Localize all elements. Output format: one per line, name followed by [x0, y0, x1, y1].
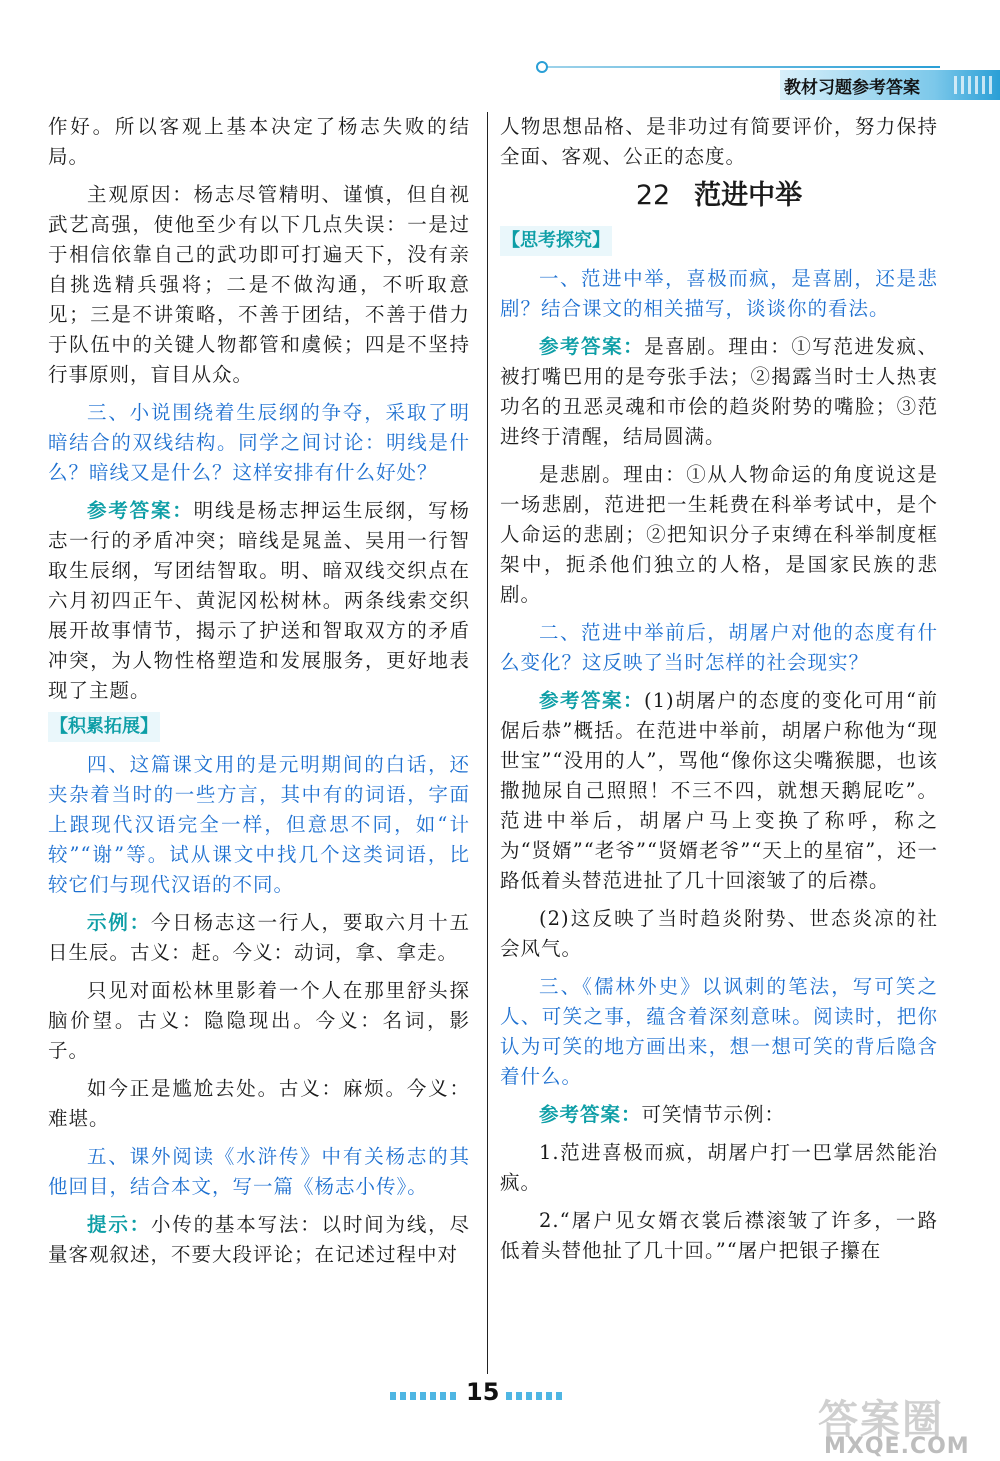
answer-label: 参考答案： [539, 1103, 642, 1126]
answer-1 [500, 332, 938, 452]
answer-2b: (2)这反映了当时趋炎附势、世态炎凉的社会风气。 [500, 907, 938, 960]
question-3: 三、小说围绕着生辰纲的争夺，采取了明暗结合的双线结构。同学之间讨论：明线是什么？暗线又是什么？这样安排有什么好处？ [48, 401, 470, 484]
paragraph-subjective-reasons: 主观原因：杨志尽管精明、谨慎，但自视武艺高强，使他至少有以下几点失误：一是过于相信依靠自己的武功即可打遍天下，没有亲自挑选精兵强将；二是不做沟通，不听取意见；三是不讲策略，不善于团结，不善于借力于队伍中的关键人物都管和虞候；四是不坚持行事原则，盲目从众。 [48, 183, 470, 386]
footer-ornament-right [506, 1392, 566, 1400]
lesson-number: 22 [635, 180, 671, 211]
example-label: 示例： [87, 911, 151, 934]
paragraph-continued: 作好。所以客观上基本决定了杨志失败的结局。 [48, 115, 470, 168]
column-divider [487, 112, 488, 1374]
answer-label: 参考答案： [539, 335, 645, 358]
answer-1-tragedy: 是悲剧。理由：①从人物命运的角度说这是一场悲剧，范进把一生耗费在科举考试中，是个人命运的悲剧；②把知识分子束缚在科举制度框架中，扼杀他们独立的人格，是国家民族的悲剧。 [500, 463, 938, 606]
question-2: 二、范进中举前后，胡屠户对他的态度有什么变化？这反映了当时怎样的社会现实？ [500, 621, 938, 674]
answer-2 [500, 686, 938, 896]
answer-3 [48, 496, 470, 706]
list-item-2: 2.“屠户见女婿衣裳后襟滚皱了许多，一路低着头替他扯了几十回。”“屠户把银子攥在 [500, 1209, 938, 1262]
answer-1-text: 是喜剧。理由：①写范进发疯、被打嘴巴用的是夸张手法；②揭露当时士人热衷功名的丑恶灵魂和市侩的趋炎附势的嘴脸；③范进终于清醒，结局圆满。 [500, 335, 938, 448]
section-heading-accumulate: 【积累拓展】 [48, 712, 160, 742]
page-number: 15 [466, 1378, 500, 1406]
answer-label: 参考答案： [87, 499, 194, 522]
answer-3-text: 明线是杨志押运生辰纲，写杨志一行的矛盾冲突；暗线是晁盖、吴用一行智取生辰纲，写团结智取。明、暗双线交织点在六月初四正午、黄泥冈松树林。两条线索交织展开故事情节，揭示了护送和智取双方的矛盾冲突，为人物性格塑造和发展服务，更好地表现了主题。 [48, 499, 470, 702]
example-1 [48, 908, 470, 968]
header-tag [780, 70, 1000, 100]
example-1-text: 今日杨志这一行人，要取六月十五日生辰。古义：赶。今义：动词，拿、拿走。 [48, 911, 470, 964]
watermark-main: 答案圈 [818, 1397, 944, 1443]
example-3: 如今正是尴尬去处。古义：麻烦。今义：难堪。 [48, 1077, 470, 1130]
question-1: 一、范进中举，喜极而疯，是喜剧，还是悲剧？结合课文的相关描写，谈谈你的看法。 [500, 267, 938, 320]
watermark-url: MXQE.COM [824, 1434, 970, 1459]
answer-3-right [500, 1100, 938, 1130]
hint [48, 1210, 470, 1270]
header-circle-ornament [536, 61, 548, 73]
header-tag-text: 教材习题参考答案 [784, 78, 920, 98]
hint-label: 提示： [87, 1213, 151, 1236]
header-stripes-ornament [954, 76, 994, 94]
answer-2-text: (1)胡屠户的态度的变化可用“前倨后恭”概括。在范进中举前，胡屠户称他为“现世宝”“没用的人”，骂他“像你这尖嘴猴腮，也该撒抛尿自己照照！不三不四，就想天鹅屁吃”。范进中举后，胡屠户马上变换了称呼，称之为“贤婿”“老爷”“贤婿老爷”“天上的星宿”，还一路低着头替范进扯了几十回滚皱了的后襟。 [500, 689, 938, 892]
question-4: 四、这篇课文用的是元明期间的白话，还夹杂着当时的一些方言，其中有的词语，字面上跟现代汉语完全一样，但意思不同，如“计较”“谢”等。试从课文中找几个这类词语，比较它们与现代汉语的不同。 [48, 753, 470, 896]
lesson-title [500, 174, 938, 218]
question-3-right: 三、《儒林外史》以讽刺的笔法，写可笑之人、可笑之事，蕴含着深刻意味。阅读时，把你认为可笑的地方画出来，想一想可笑的背后隐含着什么。 [500, 975, 938, 1088]
hint-text: 小传的基本写法：以时间为线，尽量客观叙述，不要大段评论；在记述过程中对 [48, 1213, 470, 1266]
footer-ornament-left [390, 1392, 458, 1400]
answer-label: 参考答案： [539, 689, 644, 712]
watermark-logo [778, 1388, 988, 1460]
paragraph-continued-right: 人物思想品格、是非功过有简要评价，努力保持全面、客观、公正的态度。 [500, 115, 938, 168]
right-column [500, 112, 938, 1266]
header-rule [540, 66, 940, 68]
lesson-name: 范进中举 [694, 180, 803, 211]
question-5: 五、课外阅读《水浒传》中有关杨志的其他回目，结合本文，写一篇《杨志小传》。 [48, 1145, 470, 1198]
section-heading-explore: 【思考探究】 [500, 226, 612, 256]
left-column [48, 112, 470, 1270]
answer-3-right-text: 可笑情节示例： [641, 1103, 786, 1126]
list-item-1: 1.范进喜极而疯，胡屠户打一巴掌居然能治疯。 [500, 1141, 938, 1194]
example-2: 只见对面松林里影着一个人在那里舒头探脑价望。古义：隐隐现出。今义：名词，影子。 [48, 979, 470, 1062]
